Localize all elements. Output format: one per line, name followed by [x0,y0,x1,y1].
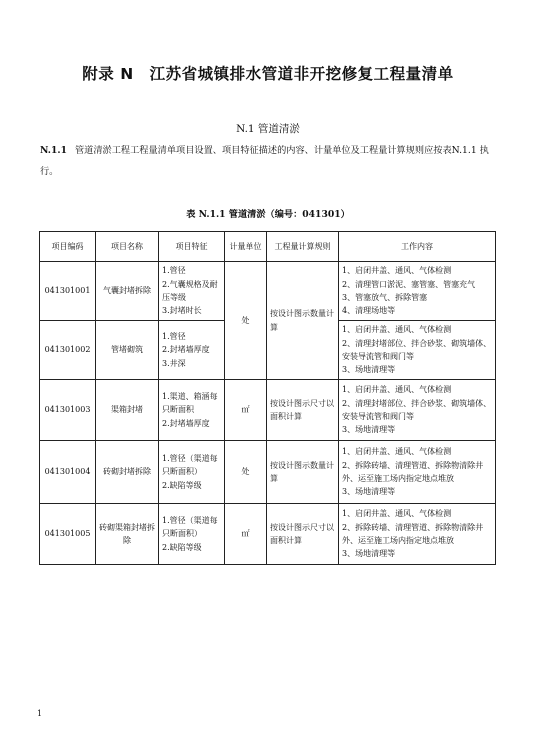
item-features [159,380,225,441]
page-number: 1 [37,709,43,718]
work-line: 3、场地清理等 [342,549,396,559]
appendix-title-text: 江苏省城镇排水管道非开挖修复工程量清单 [149,65,454,83]
work-line: 2、拆除砖墙、清理管道、拆除物清除井外、运至施工场内指定地点堆放 [342,522,484,545]
bill-of-quantities-table [39,231,496,565]
feature-line: 3.井深 [162,358,186,368]
clause-paragraph [40,140,500,182]
clause-number: N.1.1 [40,145,67,156]
table-row [40,262,496,321]
item-features [159,262,225,321]
item-work [339,504,496,565]
item-name: 管堵砌筑 [96,321,159,380]
header-features: 项目特征 [159,232,225,262]
feature-line: 2.缺陷等级 [162,480,202,490]
table-row [40,441,496,504]
item-unit: ㎡ [225,504,267,565]
work-line: 3、场地清理等 [342,425,396,435]
feature-line: 1.管径（渠道每只断面积） [162,515,218,539]
table-row [40,380,496,441]
item-code: 041301005 [40,504,96,565]
work-line: 2、拆除砖墙、清理管道、拆除物清除井外、运至施工场内指定地点堆放 [342,460,484,483]
appendix-title [0,62,536,84]
table-row [40,504,496,565]
feature-line: 1.管径 [162,331,186,341]
work-line: 1、启闭井盖、通风、气体检测 [342,509,452,519]
item-rule: 按设计图示尺寸以面积计算 [267,504,339,565]
item-work [339,262,496,321]
feature-line: 2.气囊规格及耐压等级 [162,279,218,302]
feature-line: 1.管径（渠道每只断面积） [162,453,218,477]
item-features [159,321,225,380]
header-code: 项目编码 [40,232,96,262]
item-code: 041301004 [40,441,96,504]
item-rule: 按设计图示尺寸以面积计算 [267,380,339,441]
item-work [339,321,496,380]
item-unit: 处 [225,441,267,504]
item-name: 气囊封堵拆除 [96,262,159,321]
feature-line: 2.缺陷等级 [162,542,202,552]
work-line: 4、清理场地等 [342,306,396,316]
item-name: 渠箱封堵 [96,380,159,441]
feature-line: 3.封堵时长 [162,306,202,316]
appendix-label: 附录 N [82,65,134,83]
item-rule: 按设计图示数量计算 [267,441,339,504]
item-code: 041301002 [40,321,96,380]
work-line: 3、管塞放气、拆除管塞 [342,293,428,302]
table-header-row [40,232,496,262]
work-line: 1、启闭井盖、通风、气体检测 [342,447,452,457]
item-work [339,380,496,441]
section-heading: N.1 管道清淤 [236,123,300,135]
item-features [159,504,225,565]
work-line: 1、启闭井盖、通风、气体检测 [342,266,452,276]
item-code: 041301001 [40,262,96,321]
header-unit: 计量单位 [225,232,267,262]
work-line: 3、场地清理等 [342,365,396,375]
work-line: 2、清理封堵部位、拌合砂浆、砌筑墙体、安装导流管和阀门等 [342,338,492,361]
item-features [159,441,225,504]
clause-text: 管道清淤工程工程量清单项目设置、项目特征描述的内容、计量单位及工程量计算规则应按表N.1.1 执行。 [40,145,489,177]
item-work [339,441,496,504]
feature-line: 2.封堵墙厚度 [162,418,210,428]
feature-line: 1.管径 [162,266,186,276]
table-caption: 表 N.1.1 管道清淤（编号：041301） [186,209,350,220]
item-name: 砖砌渠箱封堵拆除 [96,504,159,565]
work-line: 2、清理封堵部位、拌合砂浆、砌筑墙体、安装导流管和阀门等 [342,398,492,421]
item-code: 041301003 [40,380,96,441]
header-rule: 工程量计算规则 [267,232,339,262]
item-rule: 按设计图示数量计算 [267,262,339,380]
item-unit: ㎡ [225,380,267,441]
item-unit: 处 [225,262,267,380]
work-line: 3、场地清理等 [342,487,396,497]
feature-line: 1.渠道、箱涵每只断面积 [162,391,218,415]
item-name: 砖砌封堵拆除 [96,441,159,504]
work-line: 2、清理管口淤泥、塞管塞、管塞充气 [342,279,476,289]
header-work: 工作内容 [339,232,496,262]
feature-line: 2.封堵墙厚度 [162,345,210,355]
work-line: 1、启闭井盖、通风、气体检测 [342,385,452,395]
work-line: 1、启闭井盖、通风、气体检测 [342,325,452,335]
header-name: 项目名称 [96,232,159,262]
